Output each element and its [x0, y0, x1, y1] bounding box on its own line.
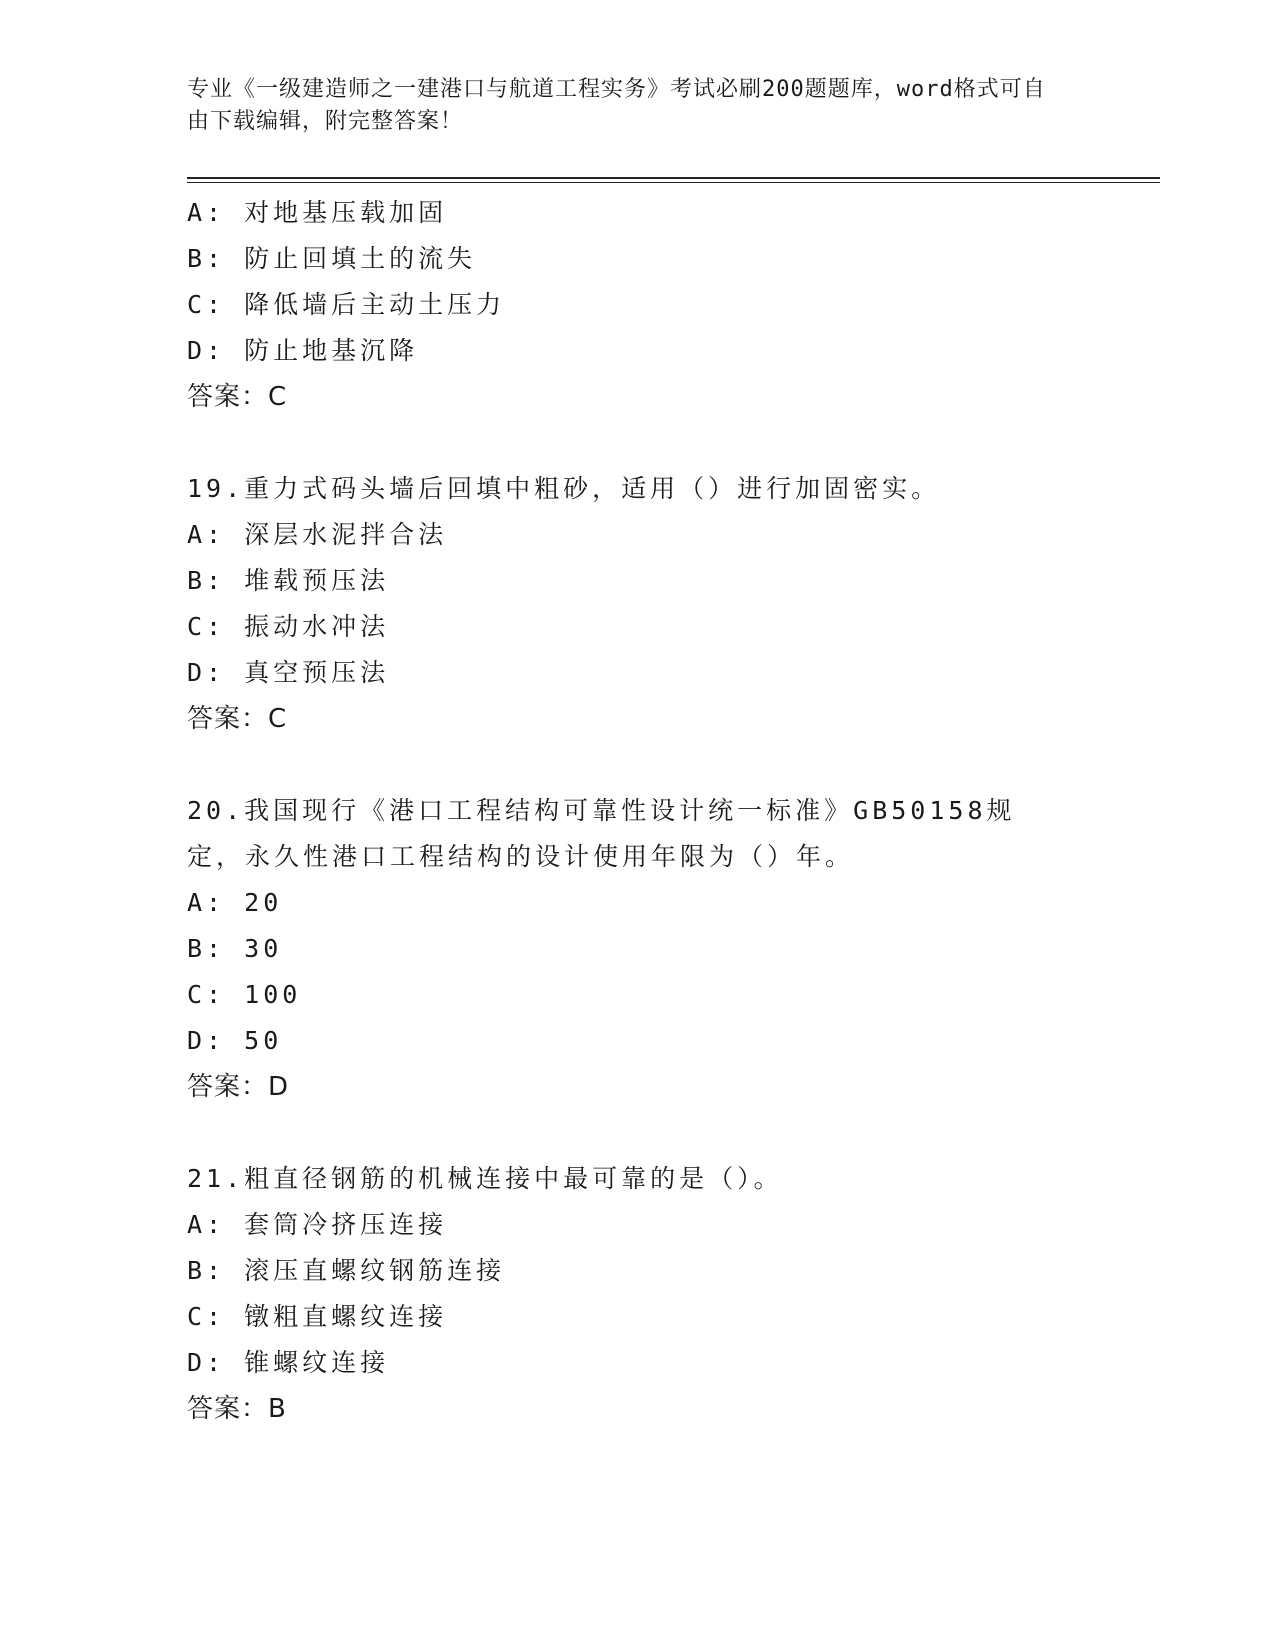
- option-a: A: 套筒冷挤压连接: [187, 1210, 448, 1239]
- option-c: C: 镦粗直螺纹连接: [187, 1302, 448, 1331]
- question-fragment: [187, 190, 1160, 420]
- answer-line: 答案：C: [187, 704, 288, 734]
- document-header: 专业《一级建造师之一建港口与航道工程实务》考试必刷200题题库，word格式可自由下载编辑，附完整答案！: [187, 77, 1046, 134]
- question-20: [187, 788, 1160, 1110]
- option-d: D: 50: [187, 1026, 283, 1055]
- option-b: B: 防止回填土的流失: [187, 244, 477, 273]
- question-21: [187, 1156, 1160, 1432]
- option-b: B: 堆载预压法: [187, 566, 390, 595]
- option-c: C: 振动水冲法: [187, 612, 390, 641]
- question-stem: 19.重力式码头墙后回填中粗砂，适用（）进行加固密实。: [187, 474, 941, 503]
- question-19: [187, 466, 1160, 742]
- answer-line: 答案：C: [187, 382, 288, 412]
- spacer: [187, 742, 1160, 788]
- document-body: [187, 190, 1160, 1432]
- answer-line: 答案：D: [187, 1072, 290, 1102]
- question-stem: 21.粗直径钢筋的机械连接中最可靠的是（）。: [187, 1164, 783, 1193]
- option-d: D: 防止地基沉降: [187, 336, 419, 365]
- option-a: A: 深层水泥拌合法: [187, 520, 448, 549]
- option-a: A: 20: [187, 888, 283, 917]
- option-b: B: 30: [187, 934, 283, 963]
- option-d: D: 锥螺纹连接: [187, 1348, 390, 1377]
- answer-line: 答案：B: [187, 1394, 287, 1424]
- question-stem: 20.我国现行《港口工程结构可靠性设计统一标准》GB50158规定，永久性港口工程结构的设计使用年限为（）年。: [187, 796, 1016, 871]
- spacer: [187, 1110, 1160, 1156]
- option-c: C: 100: [187, 980, 302, 1009]
- header-divider: [187, 177, 1160, 183]
- option-d: D: 真空预压法: [187, 658, 390, 687]
- option-a: A: 对地基压载加固: [187, 198, 448, 227]
- option-c: C: 降低墙后主动土压力: [187, 290, 506, 319]
- option-b: B: 滚压直螺纹钢筋连接: [187, 1256, 506, 1285]
- spacer: [187, 420, 1160, 466]
